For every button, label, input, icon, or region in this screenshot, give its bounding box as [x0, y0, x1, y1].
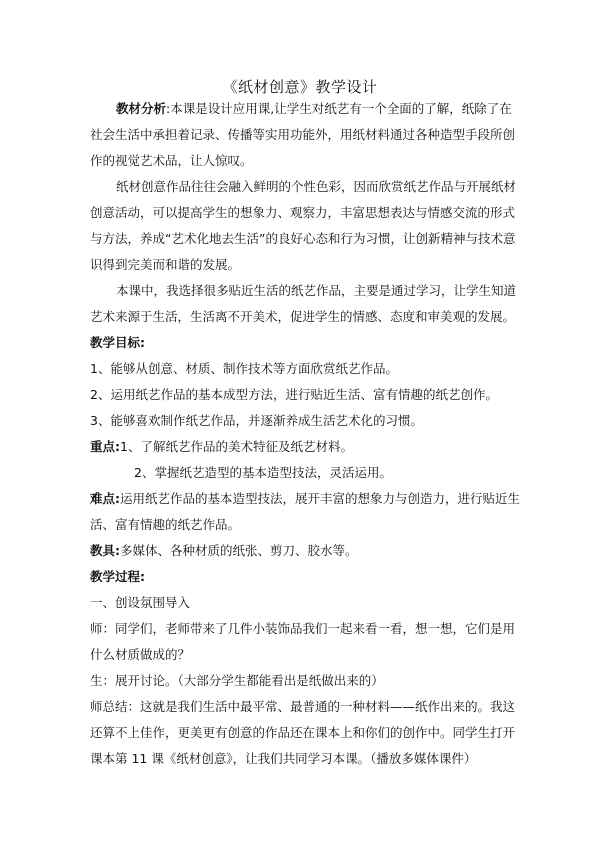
teacher-question: 师：同学们，老师带来了几件小装饰品我们一起来看一看，想一想，它们是用什么材质做成的？ [90, 621, 516, 662]
key-point-1-text: 1、了解纸艺作品的美术特征及纸艺材料。 [120, 439, 353, 454]
process-heading [90, 564, 520, 590]
goals-heading-text: 教学目标: [90, 335, 145, 350]
key-points-label: 重点: [90, 439, 120, 454]
difficulty-paragraph [90, 486, 520, 538]
page-title: 《纸材创意》教学设计 [222, 78, 378, 96]
student-response: 生：展开讨论。（大部分学生都能看出是纸做出来的） [90, 673, 384, 688]
section-1-heading: 一、创设氛围导入 [90, 595, 191, 610]
teacher-summary: 师总结：这就是我们生活中最平常、最普通的一种材料——纸作出来的。我这还算不上佳作，更美更有创意的作品还在课本上和你们的创作中。同学生打开课本第 11 课《纸材创意》，让我们共同学习本课。（播放多媒体课件） [90, 699, 516, 766]
materials-text: 多媒体、各种材质的纸张、剪刀、胶水等。 [120, 543, 358, 558]
goal-item: 3、能够喜欢制作纸艺作品，并逐渐养成生活艺术化的习惯。 [90, 413, 423, 428]
key-point-1 [90, 434, 520, 460]
key-point-2: 2、掌握纸艺造型的基本造型技法，灵活运用。 [134, 465, 392, 480]
difficulty-text: 运用纸艺作品的基本造型技法，展开丰富的想象力与创造力，进行贴近生活、富有情趣的纸艺作品。 [90, 491, 521, 532]
goal-item: 2、运用纸艺作品的基本成型方法，进行贴近生活、富有情趣的纸艺创作。 [90, 387, 498, 402]
materials-paragraph [90, 538, 520, 564]
analysis-paragraph [90, 96, 520, 174]
materials-label: 教具: [90, 543, 120, 558]
analysis-label: 教材分析 [116, 101, 167, 116]
paragraph-3: 本课中，我选择很多贴近生活的纸艺作品，主要是通过学习，让学生知道艺术来源于生活，生活离不开美术，促进学生的情感、态度和审美观的发展。 [90, 283, 517, 324]
goals-heading [90, 330, 520, 356]
paragraph-2: 纸材创意作品往往会融入鲜明的个性色彩，因而欣赏纸艺作品与开展纸材创意活动，可以提高学生的想象力、观察力，丰富思想表达与情感交流的形式与方法，养成“艺术化地去生活”的良好心态和行为习惯，让创新精神与技术意识得到完美而和谐的发展。 [90, 179, 517, 272]
goal-item: 1、能够从创意、材质、制作技术等方面欣赏纸艺作品。 [90, 361, 398, 376]
difficulty-label: 难点: [90, 491, 120, 506]
analysis-text: :本课是设计应用课,让学生对纸艺有一个全面的了解，纸除了在社会生活中承担着记录、传播等实用功能外，用纸材料通过各种造型手段所创作的视觉艺术品，让人惊叹。 [90, 101, 516, 168]
process-heading-text: 教学过程: [90, 569, 145, 584]
